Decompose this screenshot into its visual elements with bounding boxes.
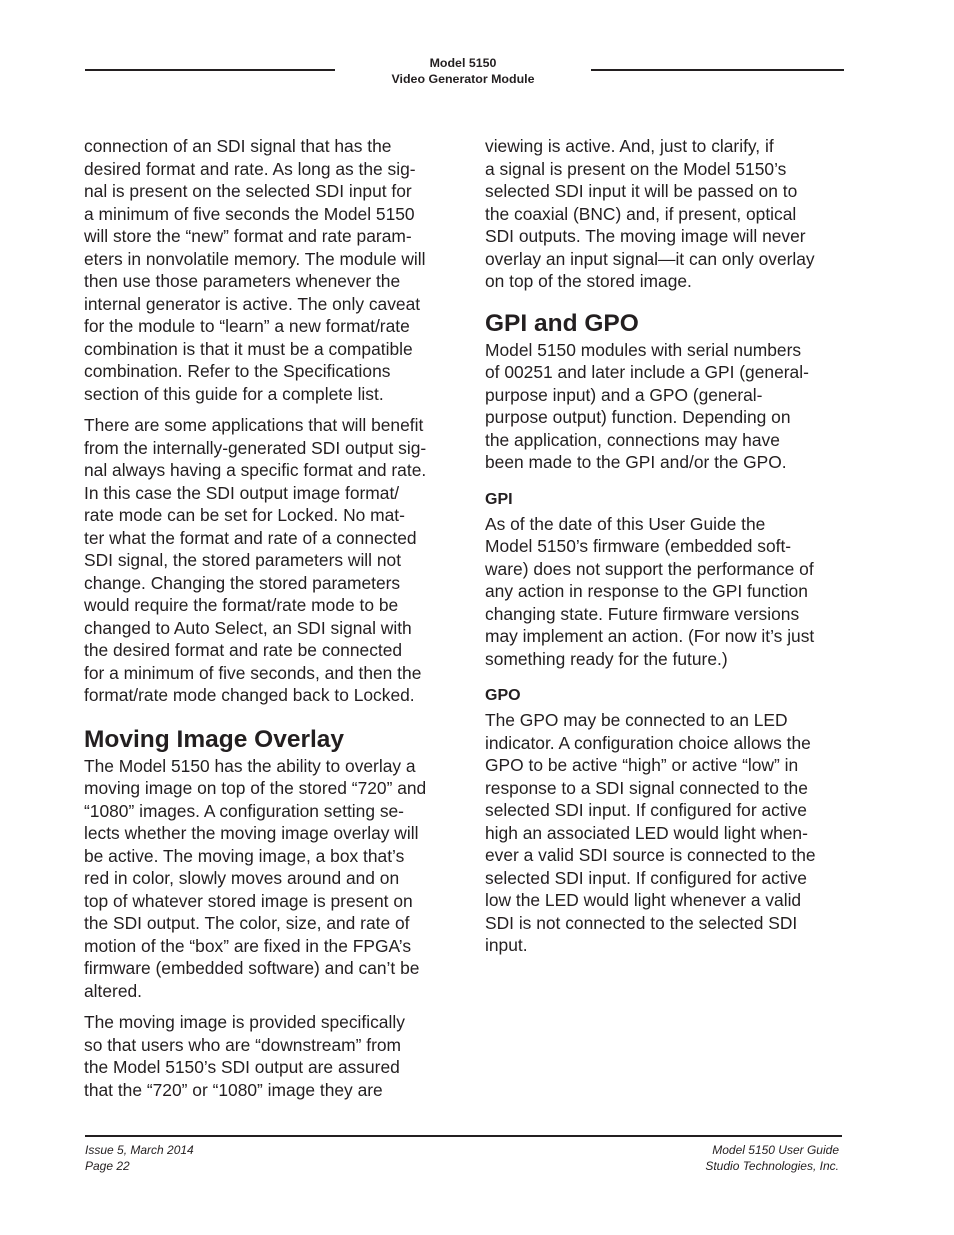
footer-page-number: Page 22 (85, 1158, 130, 1173)
left-column (84, 135, 456, 1101)
paragraph-overlay-continued: viewing is active. And, just to clarify, if a signal is present on the Model 5150’s selected SDI input it will be passed on to the coaxial (BNC) and, if present, optical SDI outputs. The moving image will never overlay an input signal—it can only overlay on top of the stored image. (485, 136, 815, 291)
header-product: Video Generator Module (391, 72, 535, 86)
footer-left (85, 1143, 194, 1174)
footer-issue: Issue 5, March 2014 (85, 1143, 194, 1157)
running-header (340, 55, 586, 87)
right-column (485, 135, 847, 957)
footer-rule (85, 1135, 842, 1137)
footer-company: Studio Technologies, Inc. (705, 1158, 839, 1173)
heading-moving-image-overlay: Moving Image Overlay (84, 725, 345, 753)
heading-gpo: GPO (485, 687, 521, 704)
paragraph-gpo: The GPO may be connected to an LED indicator. A configuration choice allows the GPO to be active “high” or active “low” in response to a SDI signal connected to the selected SDI input. If configured for active high an associated LED would light when- ever a valid SDI source is connected to the selected SDI input. If configured for active low the LED would light whenever a valid SDI is not connected to the selected SDI input. (485, 710, 816, 955)
paragraph-overlay-purpose: The moving image is provided specifically so that users who are “downstream” from the Model 5150’s SDI output are assured that the “720” or “1080” image they are (84, 1012, 405, 1100)
paragraph-gpi: As of the date of this User Guide the Model 5150’s firmware (embedded soft- ware) does not support the performance of any action in response to the GPI function changing state. Future firmware versions may implement an action. (For now it’s just something ready for the future.) (485, 513, 815, 669)
header-rule-left (85, 69, 335, 71)
header-rule-right (591, 69, 844, 71)
paragraph-gpi-gpo-intro: Model 5150 modules with serial numbers of 00251 and later include a GPI (general- purpose input) and a GPO (general- purpose output) function. Depending on the application, connections may have been made to the GPI and/or the GPO. (485, 339, 809, 472)
footer-right (705, 1143, 839, 1174)
heading-gpi: GPI (485, 490, 513, 508)
header-model: Model 5150 (429, 56, 497, 70)
footer-guide-title: Model 5150 User Guide (712, 1143, 839, 1157)
heading-gpi-and-gpo: GPI and GPO (485, 309, 639, 337)
paragraph-sdi-learn: connection of an SDI signal that has the desired format and rate. As long as the sig- nal is present on the selected SDI input for a minimum of five seconds the Model 5150 will store the “new” format and rate param- eters in nonvolatile memory. The module will then use those parameters whenever the internal generator is active. The only caveat for the module to “learn” a new format/rate combination is that it must be a compatible combination. Refer to the Specifications section of this guide for a complete list. (84, 136, 426, 404)
paragraph-locked-mode: There are some applications that will benefit from the internally-generated SDI output sig- nal always having a specific format and rate. In this case the SDI output image format/ rate mode can be set for Locked. No mat- ter what the format and rate of a connected SDI signal, the stored parameters will not change. Changing the stored parameters would require the format/rate mode to be changed to Auto Select, an SDI signal with the desired format and rate be connected for a minimum of five seconds, and then the format/rate mode changed back to Locked. (84, 415, 427, 705)
paragraph-overlay-description: The Model 5150 has the ability to overlay a moving image on top of the stored “720” and “1080” images. A configuration setting se- lects whether the moving image overlay will be active. The moving image, a box that’s red in color, slowly moves around and on top of whatever stored image is present on the SDI output. The color, size, and rate of motion of the “box” are fixed in the FPGA’s firmware (embedded software) and can’t be altered. (84, 755, 427, 1001)
